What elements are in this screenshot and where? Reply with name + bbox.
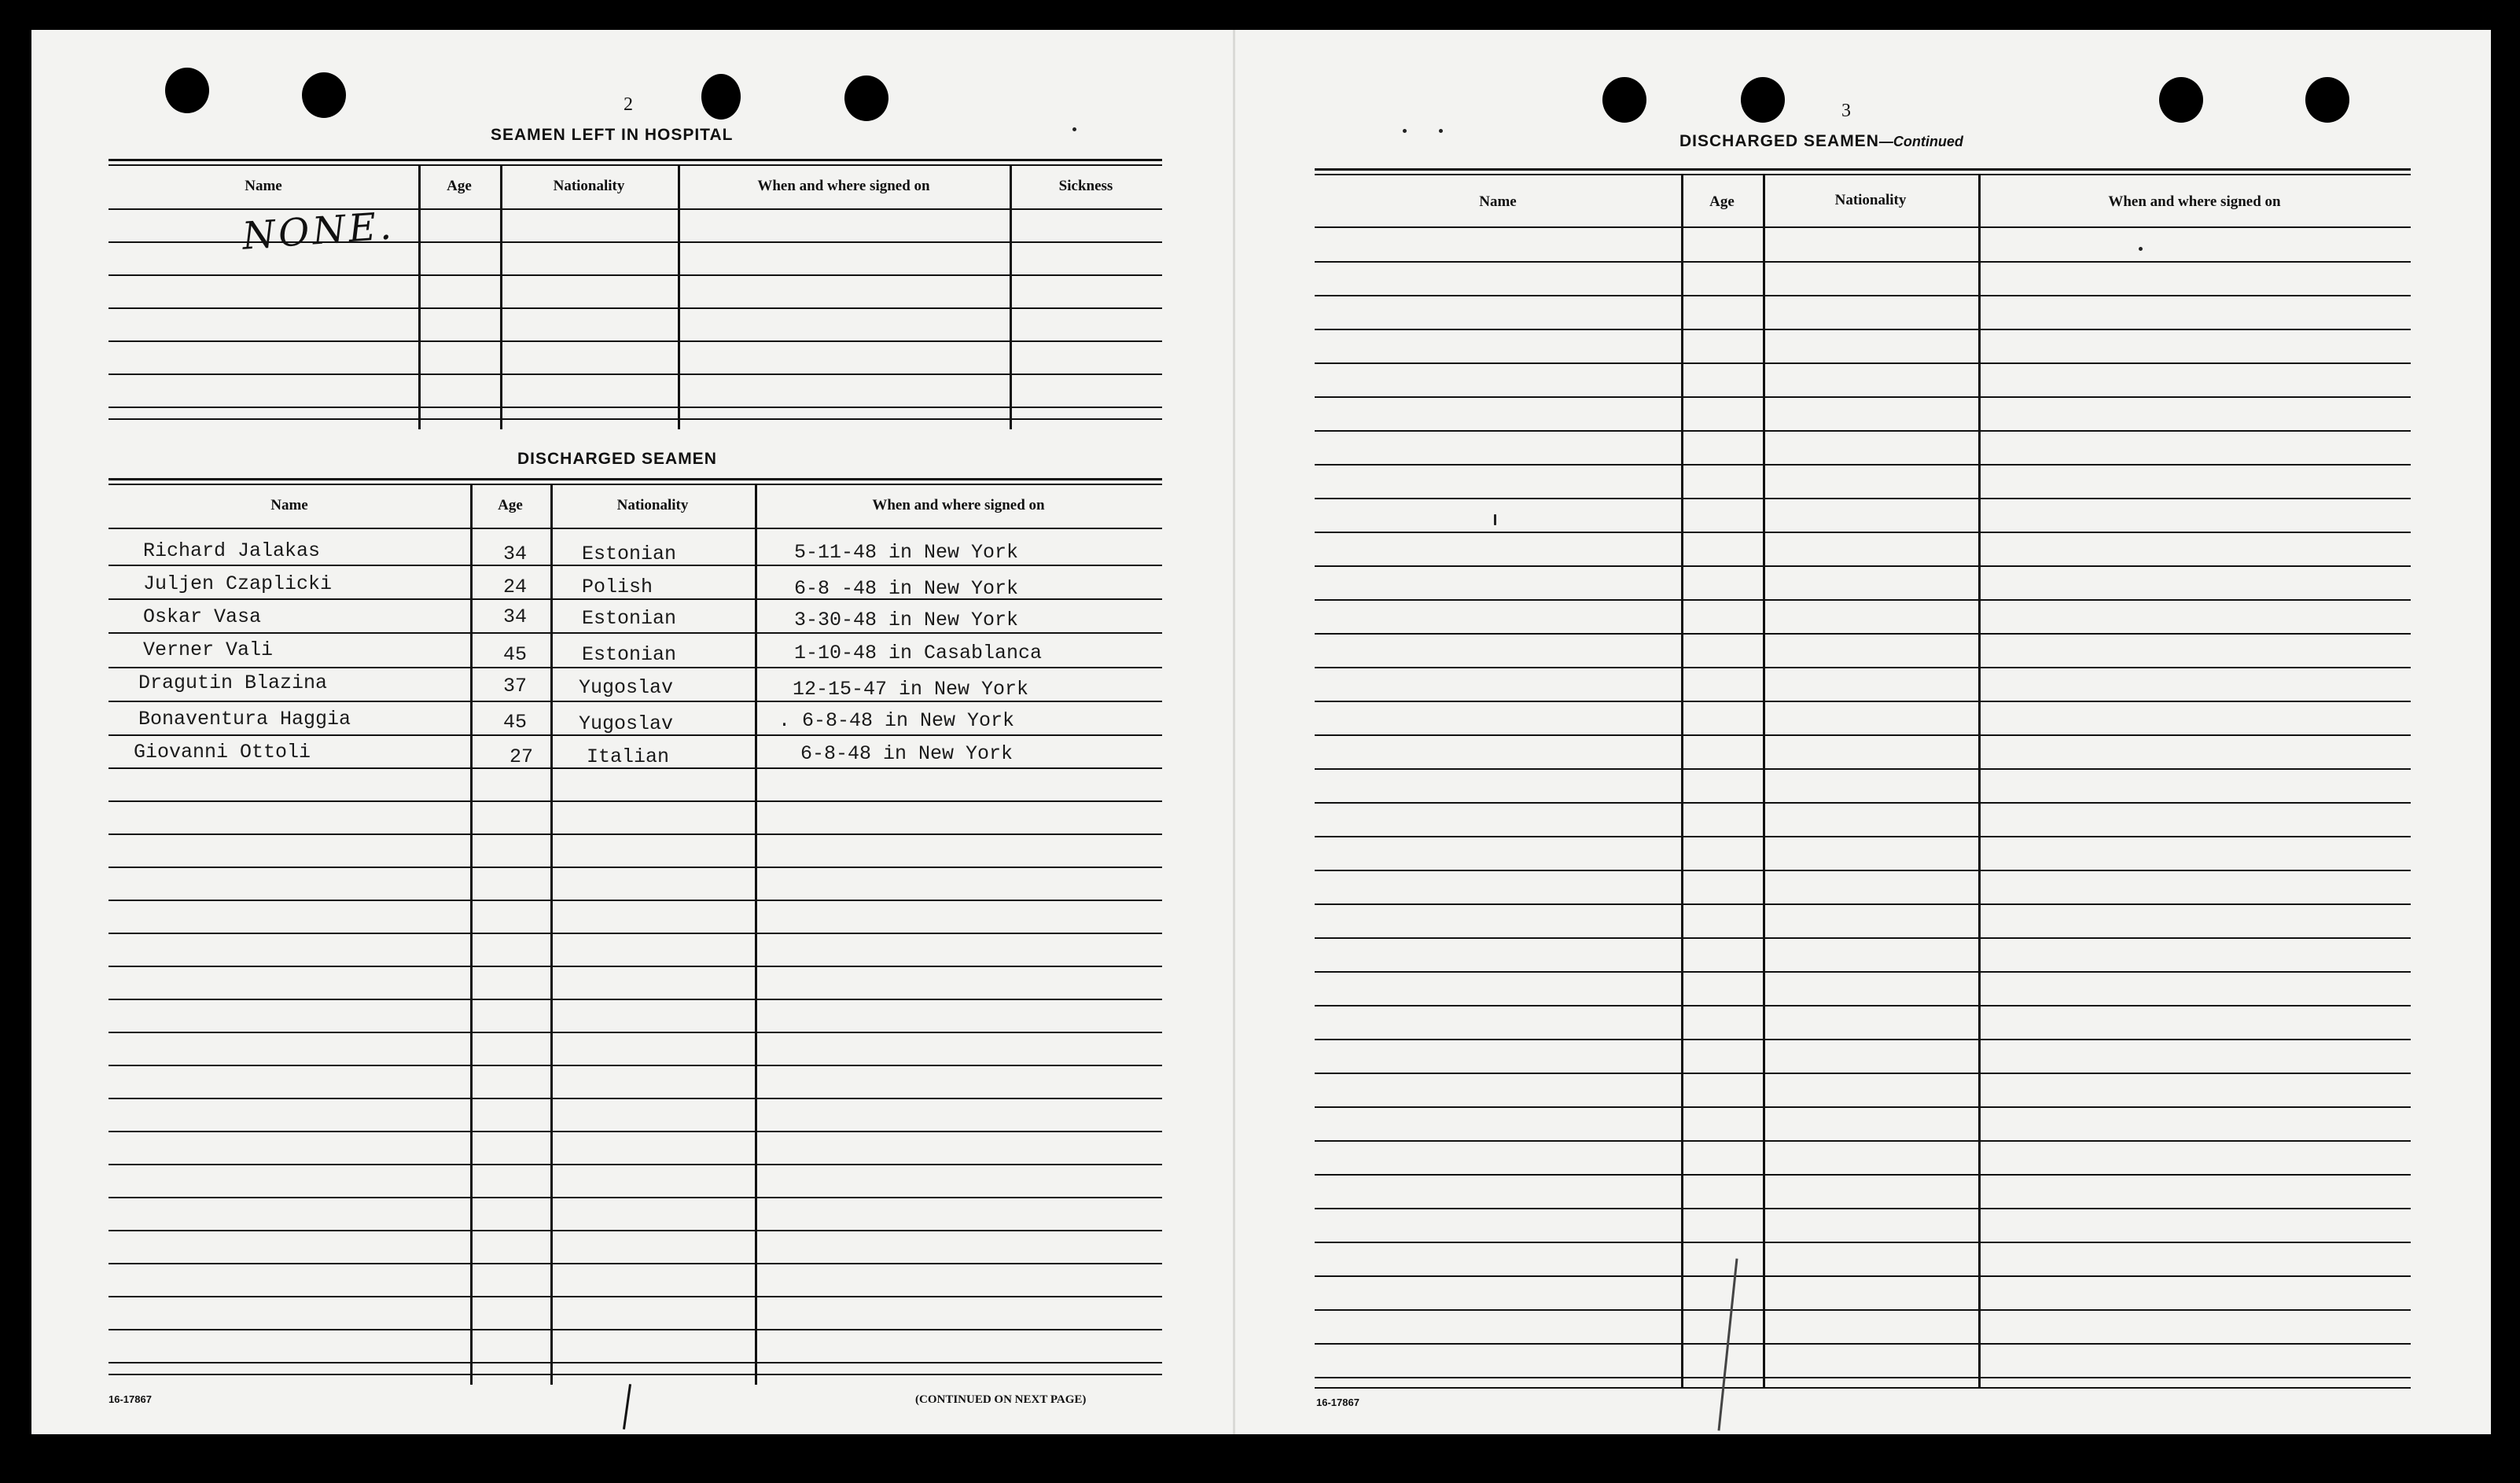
seaman-signed-on: 1-10-48 in Casablanca [794,642,1043,664]
seaman-nationality: Estonian [582,543,677,565]
page-number: 2 [624,94,633,115]
speck [2139,247,2143,251]
punch-hole [701,74,741,120]
seaman-age: 27 [510,745,534,768]
punch-hole [1602,77,1646,123]
col-header-signed-on: When and where signed on [757,178,930,194]
speck [1072,127,1076,131]
discharged-section-title: DISCHARGED SEAMEN [517,450,717,468]
col-header-nationality: Nationality [616,497,689,513]
form-number: 16-17867 [1316,1397,1359,1408]
discharged-continued-title [1679,132,1963,151]
col-header-signed-on: When and where signed on [872,497,1045,513]
speck [1439,129,1443,133]
col-header-name: Name [270,497,308,513]
seaman-age: 37 [503,675,528,697]
seaman-signed-on: 12-15-47 in New York [793,678,1029,701]
seaman-nationality: Italian [587,745,670,768]
seaman-signed-on: . 6-8-48 in New York [778,709,1015,732]
seaman-name: Bonaventura Haggia [138,708,351,730]
punch-hole [302,72,346,118]
seaman-nationality: Yugoslav [579,712,674,735]
seaman-signed-on: 3-30-48 in New York [794,609,1019,631]
title-suffix: —Continued [1878,134,1963,149]
document-sheet [31,30,2491,1434]
col-header-sickness: Sickness [1058,178,1113,194]
seaman-age: 34 [503,605,528,628]
col-header-name: Name [1479,193,1517,210]
continued-note: (CONTINUED ON NEXT PAGE) [915,1393,1087,1406]
punch-hole [1741,77,1785,123]
col-header-age: Age [1709,193,1735,210]
seaman-name: Oskar Vasa [143,605,262,628]
page-number: 3 [1841,101,1851,121]
seaman-age: 24 [503,576,528,598]
seaman-name: Juljen Czaplicki [143,572,333,595]
col-header-signed-on: When and where signed on [2108,193,2281,210]
col-header-name: Name [245,178,282,194]
hospital-section-title: SEAMEN LEFT IN HOSPITAL [491,126,734,144]
speck [1403,129,1407,133]
col-header-nationality: Nationality [553,178,625,194]
punch-hole [2305,77,2349,123]
seaman-name: Giovanni Ottoli [134,741,311,764]
seaman-nationality: Yugoslav [579,676,674,699]
seaman-age: 45 [503,711,528,734]
seaman-name: Verner Vali [143,638,274,661]
seaman-age: 45 [503,643,528,666]
col-header-age: Age [498,497,523,513]
col-header-nationality: Nationality [1834,192,1907,208]
col-header-age: Age [447,178,472,194]
seaman-nationality: Estonian [582,643,677,666]
form-number: 16-17867 [109,1393,152,1405]
speck [1494,514,1496,525]
punch-hole [844,75,888,121]
punch-hole [2159,77,2203,123]
handwritten-none: NONE. [241,204,396,259]
seaman-age: 34 [503,543,528,565]
center-fold [1233,30,1235,1434]
seaman-signed-on: 6-8-48 in New York [800,742,1014,765]
seaman-signed-on: 6-8 -48 in New York [794,577,1019,600]
punch-hole [165,68,209,113]
seaman-name: Richard Jalakas [143,539,321,562]
seaman-signed-on: 5-11-48 in New York [794,541,1019,564]
seaman-nationality: Polish [582,576,653,598]
title-main: DISCHARGED SEAMEN [1679,132,1879,150]
seaman-name: Dragutin Blazina [138,672,328,694]
seaman-nationality: Estonian [582,607,677,630]
